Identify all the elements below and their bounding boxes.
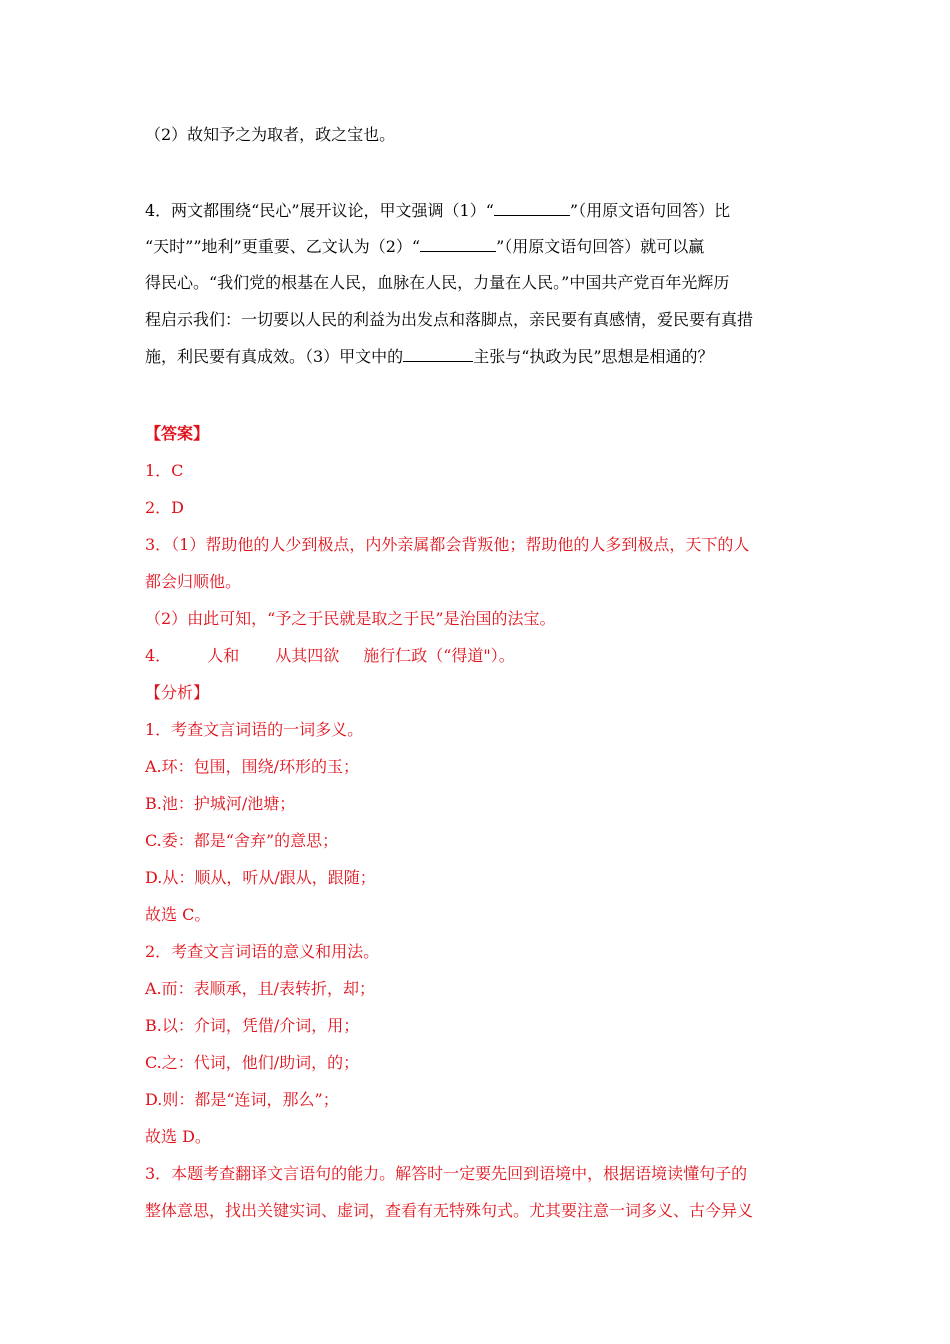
analysis-1-option-a: A.环：包围，围绕/环形的玉；: [145, 757, 360, 776]
analysis-2-pick: 故选 D。: [145, 1127, 211, 1146]
analysis-1-pick: 故选 C。: [145, 905, 211, 924]
analysis-2-option-a: A.而：表顺承，且/表转折，却；: [145, 979, 376, 998]
question-4-line-3: 得民心。“我们党的根基在人民，血脉在人民，力量在人民。”中国共产党百年光辉历: [145, 273, 730, 292]
analysis-1-option-b: B.池：护城河/池塘；: [145, 794, 296, 813]
answer-4-item-2: 从其四欲: [275, 646, 340, 665]
fill-blank-1: [494, 199, 570, 216]
fill-blank-3: [403, 345, 473, 362]
answer-3-part-2: （2）由此可知，“予之于民就是取之于民”是治国的法宝。: [145, 609, 556, 628]
answer-4-item-3: 施行仁政（“得道"）。: [363, 646, 515, 665]
analysis-1-title: 1．考查文言词语的一词多义。: [145, 720, 364, 739]
question-3-part-2: （2）故知予之为取者，政之宝也。: [145, 125, 396, 144]
answer-2: 2．D: [145, 498, 185, 517]
question-4-line-1-text-a: 4．两文都围绕“民心”展开议论，甲文强调（1）“: [145, 201, 494, 220]
answer-header: 【答案】: [145, 424, 210, 443]
analysis-2-option-d: D.则：都是“连词，那么”；: [145, 1090, 339, 1109]
analysis-header: 【分析】: [145, 683, 210, 702]
answer-3-line-1: 3．（1）帮助他的人少到极点，内外亲属都会背叛他；帮助他的人多到极点，天下的人: [145, 535, 750, 554]
answer-3-line-2: 都会归顺他。: [145, 572, 242, 591]
analysis-2-option-b: B.以：介词，凭借/介词，用；: [145, 1016, 360, 1035]
question-4-line-2-text-b: ”（用原文语句回答）就可以赢: [496, 237, 705, 256]
answer-4-number: 4．: [145, 646, 172, 665]
analysis-1-option-c: C.委：都是“舍弃”的意思；: [145, 831, 339, 850]
question-4-line-2: [145, 235, 810, 258]
answer-4: [145, 645, 810, 667]
fill-blank-2: [420, 235, 496, 252]
analysis-2-option-c: C.之：代词，他们/助词，的；: [145, 1053, 360, 1072]
question-4-line-4: 程启示我们：一切要以人民的利益为出发点和落脚点，亲民要有真感情，爱民要有真措: [145, 310, 754, 329]
question-4-line-5: [145, 345, 810, 368]
question-4-line-1-text-b: ”（用原文语句回答）比: [569, 201, 731, 220]
answer-1: 1．C: [145, 461, 184, 480]
question-4-line-1: [145, 199, 810, 222]
analysis-3-line-1: 3．本题考查翻译文言语句的能力。解答时一定要先回到语境中，根据语境读懂句子的: [145, 1164, 748, 1183]
question-4-line-5-text-b: 主张与“执政为民”思想是相通的？: [473, 347, 714, 366]
analysis-3-line-2: 整体意思，找出关键实词、虚词，查看有无特殊句式。尤其要注意一词多义、古今异义: [145, 1201, 754, 1220]
analysis-2-title: 2．考查文言词语的意义和用法。: [145, 942, 380, 961]
question-4-line-5-text-a: 施，利民要有真成效。（3）甲文中的: [145, 347, 404, 366]
analysis-1-option-d: D.从：顺从，听从/跟从，跟随；: [145, 868, 376, 887]
question-4-line-2-text-a: “天时””地利”更重要、乙文认为（2）“: [145, 237, 421, 256]
answer-4-item-1: 人和: [207, 646, 240, 665]
